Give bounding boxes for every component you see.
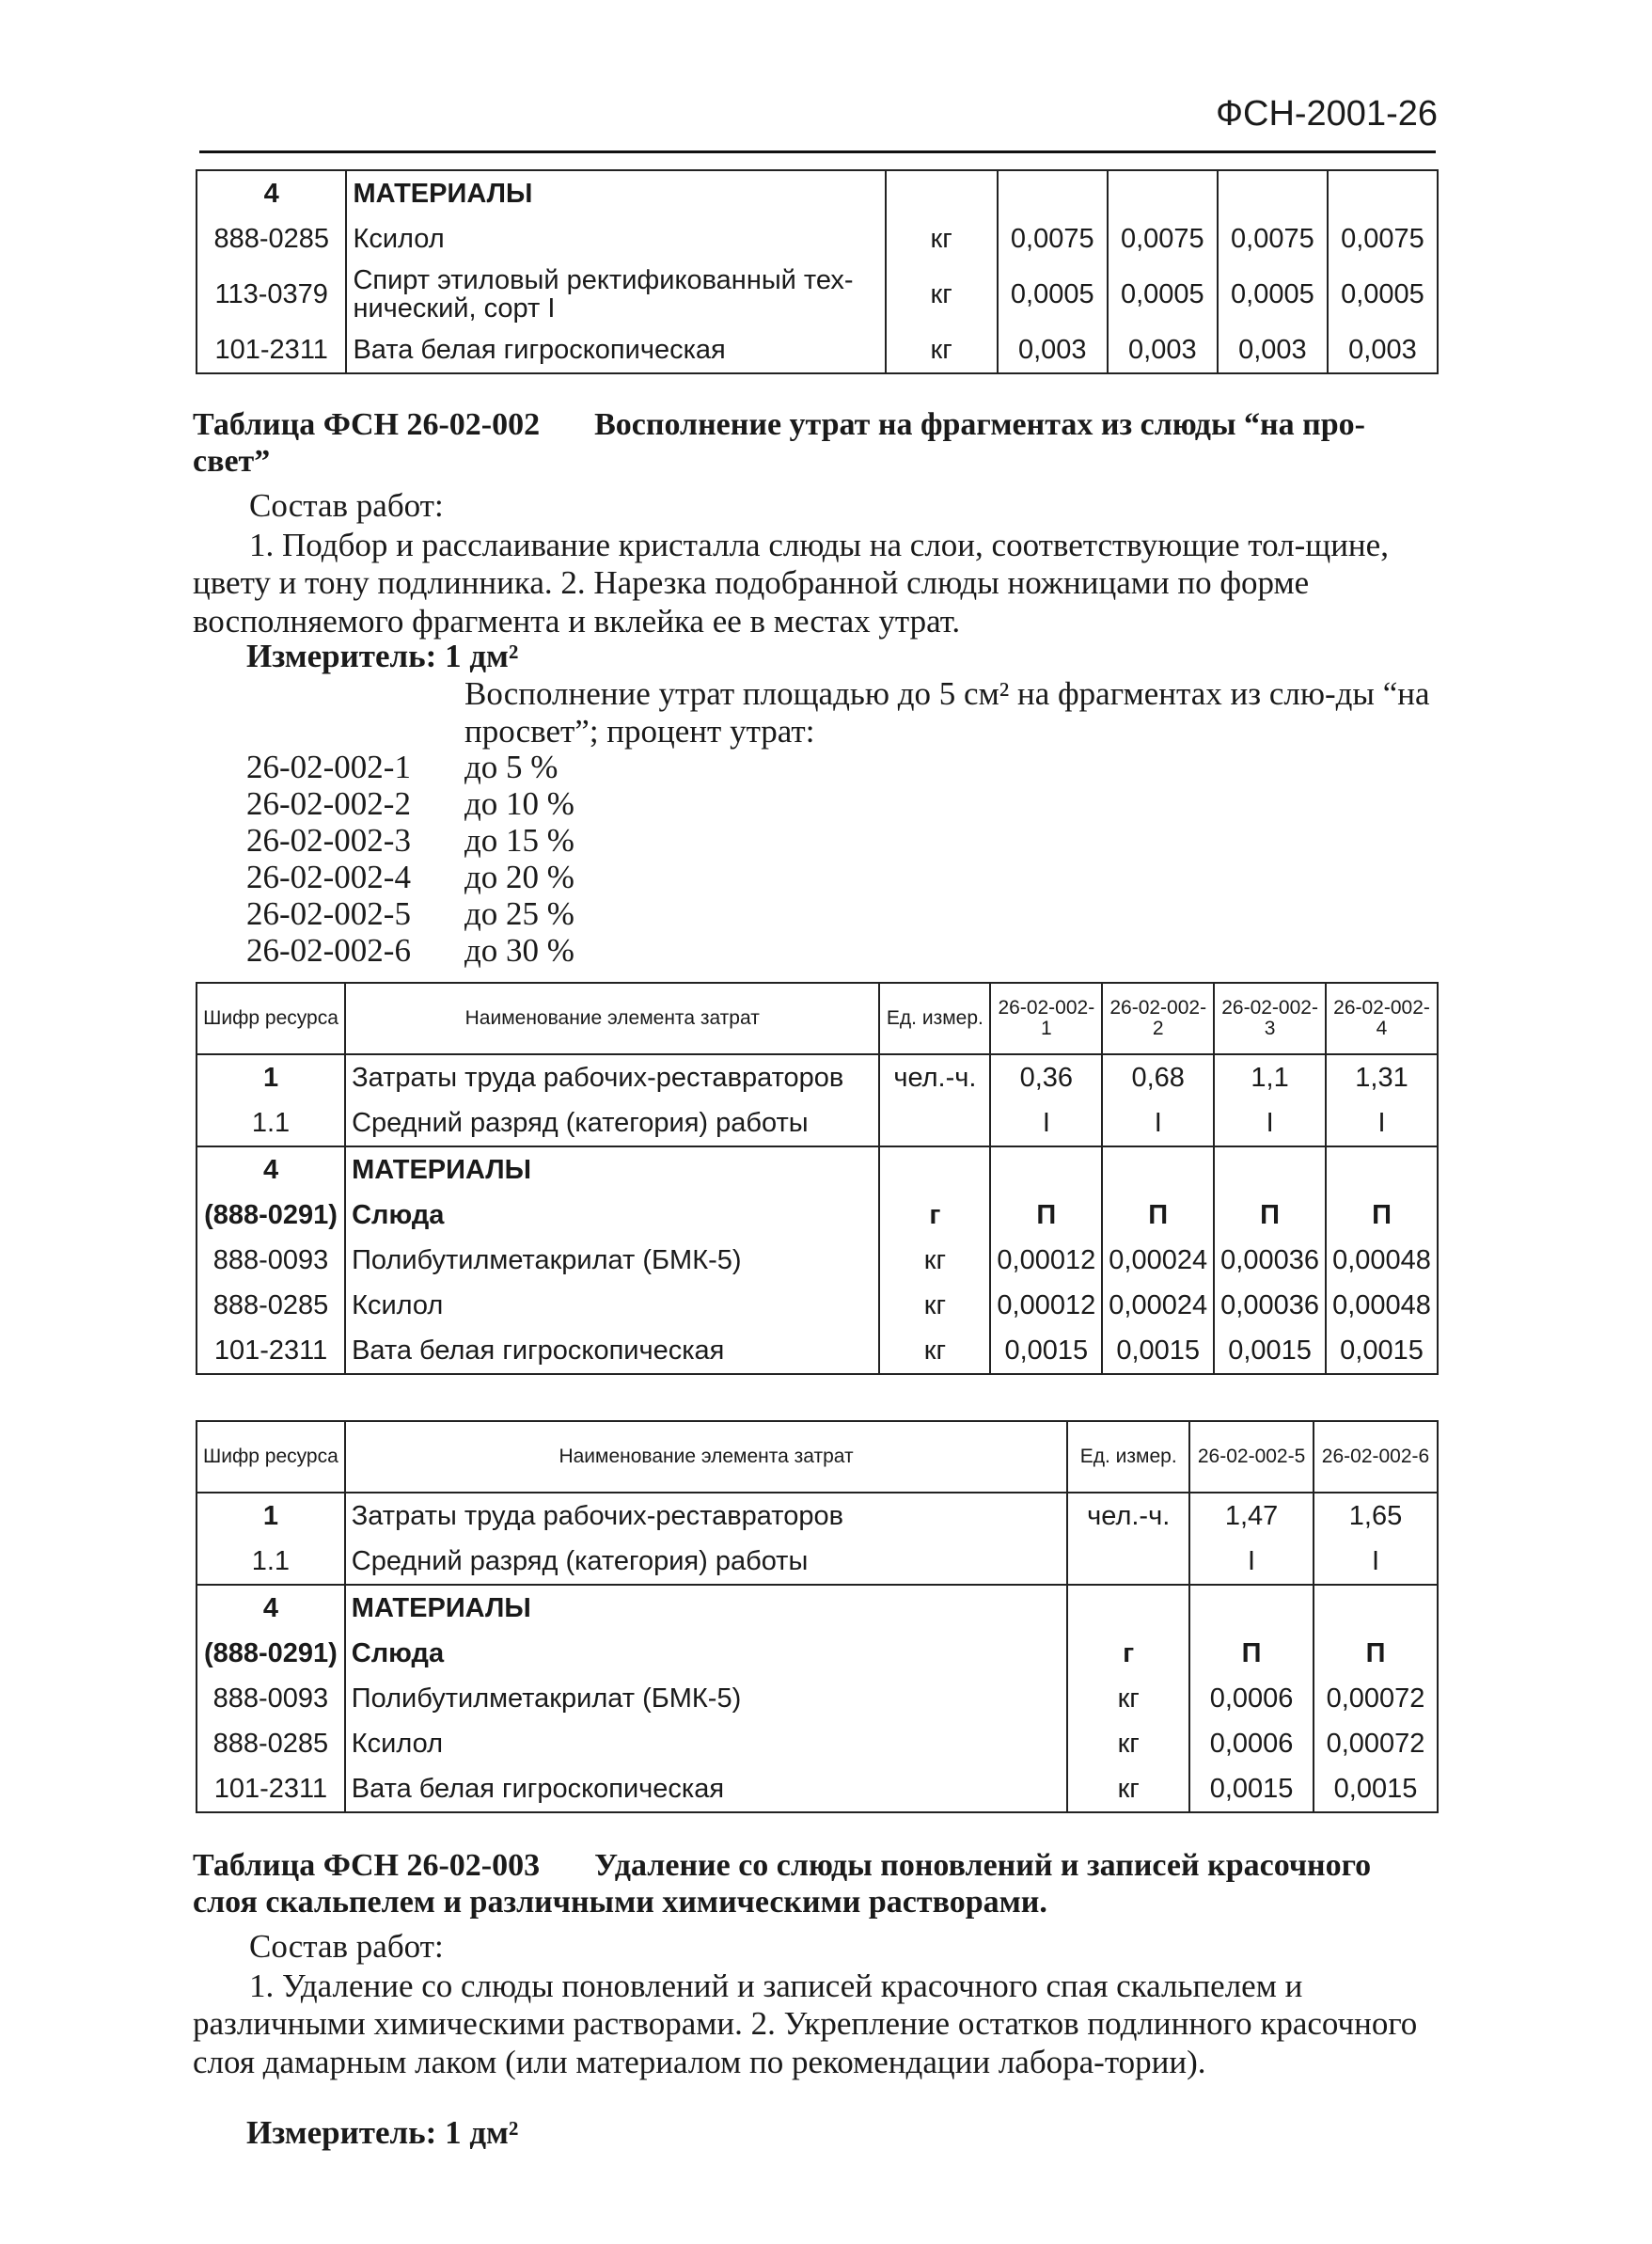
header-col: 26-02-002-2: [1102, 983, 1214, 1054]
table-row: [197, 1493, 1438, 1539]
table-top: [196, 169, 1439, 374]
resource-code: 1.1: [197, 1539, 345, 1585]
header-unit: Ед. измер.: [1067, 1421, 1189, 1493]
resource-name: Полибутилметакрилат (БМК-5): [345, 1676, 1068, 1721]
norm-text: до 15 %: [464, 822, 574, 859]
table-title: Восполнение утрат на фрагментах из слюды “на про-свет”: [193, 407, 1365, 480]
value-cell: 0,68: [1102, 1054, 1214, 1100]
value-cell: 0,36: [990, 1054, 1102, 1100]
table-row: [197, 261, 1438, 327]
value-cell: 0,0075: [1328, 216, 1438, 261]
resource-name: Ксилол: [345, 1721, 1068, 1766]
value-cell: 0,00036: [1214, 1283, 1326, 1328]
value-cell: П: [990, 1193, 1102, 1238]
unit-cell: кг: [1067, 1721, 1189, 1766]
table-header-row: [197, 1421, 1438, 1493]
resource-code: (888-0291): [197, 1193, 345, 1238]
value-cell: 0,0005: [998, 261, 1108, 327]
value-cell: [1189, 1585, 1314, 1631]
table-norms-1-4: [196, 982, 1439, 1375]
norm-text: до 25 %: [464, 895, 574, 932]
resource-name: МАТЕРИАЛЫ: [345, 1146, 879, 1193]
table-row: [197, 1238, 1438, 1283]
table-row: [197, 1328, 1438, 1374]
norm-code: 26-02-002-4: [246, 859, 411, 895]
value-cell: 0,00012: [990, 1283, 1102, 1328]
value-cell: I: [1214, 1100, 1326, 1146]
value-cell: 0,003: [998, 327, 1108, 373]
resource-code: 101-2311: [197, 1766, 345, 1812]
resource-name: Ксилол: [345, 1283, 879, 1328]
resource-name: МАТЕРИАЛЫ: [346, 170, 885, 216]
value-cell: I: [1189, 1539, 1314, 1585]
value-cell: I: [1326, 1100, 1438, 1146]
table-row: [197, 1100, 1438, 1146]
value-cell: 0,003: [1328, 327, 1438, 373]
resource-name: Слюда: [345, 1631, 1068, 1676]
value-cell: I: [990, 1100, 1102, 1146]
resource-name: Средний разряд (категория) работы: [345, 1100, 879, 1146]
value-cell: 0,0005: [1328, 261, 1438, 327]
value-cell: [998, 170, 1108, 216]
unit-cell: [1067, 1539, 1189, 1585]
norm-text: до 20 %: [464, 859, 574, 895]
composition-label: Состав работ:: [249, 487, 444, 524]
value-cell: 0,00024: [1102, 1283, 1214, 1328]
table-row: [197, 1721, 1438, 1766]
value-cell: [1314, 1585, 1438, 1631]
value-cell: 0,003: [1218, 327, 1328, 373]
unit-cell: кг: [1067, 1766, 1189, 1812]
value-cell: I: [1314, 1539, 1438, 1585]
resource-name: Затраты труда рабочих-реставраторов: [345, 1054, 879, 1100]
header-name: Наименование элемента затрат: [345, 983, 879, 1054]
meter-label: Измеритель: 1 дм²: [246, 638, 519, 674]
resource-name: Вата белая гигроскопическая: [345, 1766, 1068, 1812]
value-cell: [1328, 170, 1438, 216]
table-row: [197, 327, 1438, 373]
value-cell: 0,00072: [1314, 1676, 1438, 1721]
unit-cell: кг: [886, 327, 998, 373]
table-row: [197, 1631, 1438, 1676]
resource-code: 4: [197, 1146, 345, 1193]
value-cell: [1326, 1146, 1438, 1193]
value-cell: 0,0015: [1314, 1766, 1438, 1812]
resource-code: 888-0285: [197, 1283, 345, 1328]
resource-code: 101-2311: [197, 327, 346, 373]
resource-name: Слюда: [345, 1193, 879, 1238]
resource-name: Вата белая гигроскопическая: [346, 327, 885, 373]
table-row: [197, 170, 1438, 216]
table-code: Таблица ФСН 26-02-003: [193, 1848, 541, 1883]
header-name: Наименование элемента затрат: [345, 1421, 1068, 1493]
value-cell: 0,0075: [1108, 216, 1218, 261]
resource-name: Затраты труда рабочих-реставраторов: [345, 1493, 1068, 1539]
unit-cell: [879, 1100, 990, 1146]
table-title: Удаление со слюды поновлений и записей красочного слоя скальпелем и различными химическими растворами.: [193, 1848, 1372, 1920]
value-cell: [1214, 1146, 1326, 1193]
resource-code: 888-0285: [197, 216, 346, 261]
value-cell: [1102, 1146, 1214, 1193]
header-col: 26-02-002-3: [1214, 983, 1326, 1054]
table-row: [197, 1766, 1438, 1812]
value-cell: П: [1326, 1193, 1438, 1238]
norm-text: до 30 %: [464, 932, 574, 969]
value-cell: 0,00012: [990, 1238, 1102, 1283]
norm-code: 26-02-002-1: [246, 749, 411, 785]
unit-cell: [886, 170, 998, 216]
section-title-002: [193, 406, 1434, 480]
value-cell: 1,31: [1326, 1054, 1438, 1100]
resource-code: 4: [197, 170, 346, 216]
resource-code: 1: [197, 1054, 345, 1100]
resource-code: 1: [197, 1493, 345, 1539]
table-row: [197, 1054, 1438, 1100]
value-cell: 0,0015: [1326, 1328, 1438, 1374]
unit-cell: чел.-ч.: [1067, 1493, 1189, 1539]
value-cell: 0,003: [1108, 327, 1218, 373]
value-cell: 0,0006: [1189, 1676, 1314, 1721]
norms-intro: Восполнение утрат площадью до 5 см² на фрагментах из слю-ды “на просвет”; процент утрат:: [464, 675, 1430, 751]
header-col: 26-02-002-4: [1326, 983, 1438, 1054]
value-cell: 0,0015: [990, 1328, 1102, 1374]
value-cell: 0,0015: [1214, 1328, 1326, 1374]
resource-code: 4: [197, 1585, 345, 1631]
unit-cell: г: [1067, 1631, 1189, 1676]
resource-name: МАТЕРИАЛЫ: [345, 1585, 1068, 1631]
resource-code: 1.1: [197, 1100, 345, 1146]
resource-name: Спирт этиловый ректификованный тех-нический, сорт I: [346, 261, 885, 327]
value-cell: [990, 1146, 1102, 1193]
norm-text: до 5 %: [464, 749, 559, 785]
resource-code: 113-0379: [197, 261, 346, 327]
norm-code: 26-02-002-2: [246, 785, 411, 822]
header-unit: Ед. измер.: [879, 983, 990, 1054]
composition-label: Состав работ:: [249, 1928, 444, 1965]
value-cell: 0,0006: [1189, 1721, 1314, 1766]
unit-cell: кг: [886, 216, 998, 261]
table-norms-5-6: [196, 1420, 1439, 1813]
norm-code: 26-02-002-6: [246, 932, 411, 969]
resource-code: 888-0093: [197, 1238, 345, 1283]
value-cell: 0,00036: [1214, 1238, 1326, 1283]
resource-name: Полибутилметакрилат (БМК-5): [345, 1238, 879, 1283]
header-col: 26-02-002-1: [990, 983, 1102, 1054]
header-col: 26-02-002-5: [1189, 1421, 1314, 1493]
header-code: Шифр ресурса: [197, 983, 345, 1054]
table-code: Таблица ФСН 26-02-002: [193, 407, 541, 442]
unit-cell: кг: [879, 1283, 990, 1328]
unit-cell: кг: [879, 1238, 990, 1283]
resource-name: Средний разряд (категория) работы: [345, 1539, 1068, 1585]
composition-text: 1. Удаление со слюды поновлений и записей красочного спая скальпелем и различными химическими растворами. 2. Укрепление остатков подлинного красочного слоя дамарным лаком (или материалом по рекомендации лабора-тории).: [193, 1967, 1418, 2080]
resource-name: Вата белая гигроскопическая: [345, 1328, 879, 1374]
value-cell: П: [1189, 1631, 1314, 1676]
value-cell: 1,65: [1314, 1493, 1438, 1539]
value-cell: 0,0015: [1102, 1328, 1214, 1374]
norm-code: 26-02-002-3: [246, 822, 411, 859]
value-cell: 0,00072: [1314, 1721, 1438, 1766]
header-col: 26-02-002-6: [1314, 1421, 1438, 1493]
resource-code: 888-0093: [197, 1676, 345, 1721]
section-title-003: [193, 1847, 1434, 1920]
value-cell: 0,0075: [998, 216, 1108, 261]
value-cell: [1108, 170, 1218, 216]
header-rule: [199, 150, 1436, 153]
unit-cell: г: [879, 1193, 990, 1238]
value-cell: [1218, 170, 1328, 216]
table-row: [197, 1585, 1438, 1631]
value-cell: 0,00048: [1326, 1238, 1438, 1283]
unit-cell: [879, 1146, 990, 1193]
unit-cell: чел.-ч.: [879, 1054, 990, 1100]
value-cell: П: [1102, 1193, 1214, 1238]
composition-text: 1. Подбор и расслаивание кристалла слюды на слои, соответствующие тол-щине, цвету и тону подлинника. 2. Нарезка подобранной слюды ножницами по форме восполняемого фрагмента и вклейка ее в местах утрат.: [193, 527, 1389, 640]
value-cell: 0,00024: [1102, 1238, 1214, 1283]
resource-code: 888-0285: [197, 1721, 345, 1766]
unit-cell: [1067, 1585, 1189, 1631]
table-row: [197, 1676, 1438, 1721]
table-row: [197, 1283, 1438, 1328]
running-header: ФСН-2001-26: [1216, 94, 1438, 134]
value-cell: 0,0075: [1218, 216, 1328, 261]
norm-code: 26-02-002-5: [246, 895, 411, 932]
table-row: [197, 216, 1438, 261]
resource-name: Ксилол: [346, 216, 885, 261]
value-cell: 0,0015: [1189, 1766, 1314, 1812]
value-cell: 1,1: [1214, 1054, 1326, 1100]
resource-code: 101-2311: [197, 1328, 345, 1374]
value-cell: 0,0005: [1218, 261, 1328, 327]
unit-cell: кг: [879, 1328, 990, 1374]
value-cell: I: [1102, 1100, 1214, 1146]
norm-text: до 10 %: [464, 785, 574, 822]
table-row: [197, 1146, 1438, 1193]
value-cell: 1,47: [1189, 1493, 1314, 1539]
table-row: [197, 1193, 1438, 1238]
resource-code: (888-0291): [197, 1631, 345, 1676]
unit-cell: кг: [886, 261, 998, 327]
meter-label: Измеритель: 1 дм²: [246, 2114, 519, 2151]
table-header-row: [197, 983, 1438, 1054]
value-cell: 0,00048: [1326, 1283, 1438, 1328]
value-cell: 0,0005: [1108, 261, 1218, 327]
value-cell: П: [1314, 1631, 1438, 1676]
value-cell: П: [1214, 1193, 1326, 1238]
unit-cell: кг: [1067, 1676, 1189, 1721]
header-code: Шифр ресурса: [197, 1421, 345, 1493]
table-row: [197, 1539, 1438, 1585]
